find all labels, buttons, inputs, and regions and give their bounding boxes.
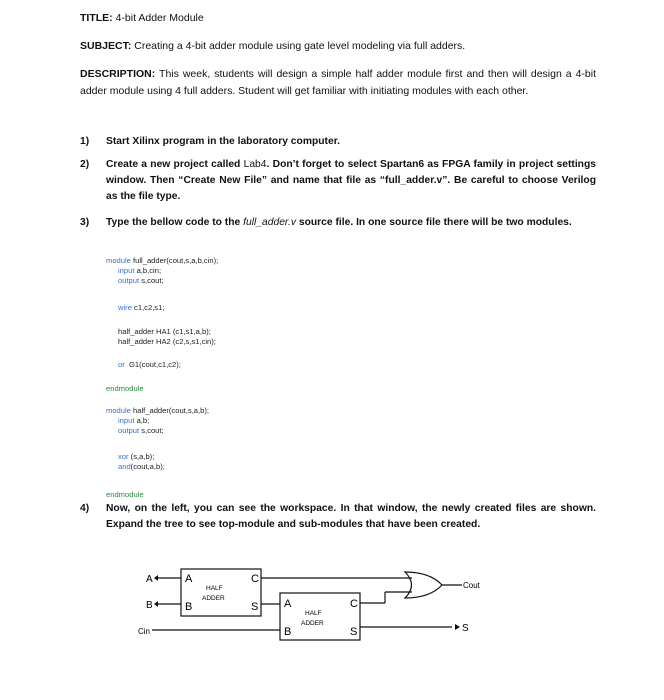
code-text: a,b; — [134, 416, 150, 425]
code-text: s,cout; — [139, 426, 164, 435]
code-text: full_adder(cout,s,a,b,cin); — [130, 256, 219, 265]
ha2-s-label: S — [350, 626, 358, 638]
code-keyword: wire — [118, 303, 132, 312]
title-label: TITLE: — [80, 12, 113, 24]
code-keyword: output — [118, 426, 140, 435]
code-keyword: output — [118, 276, 140, 285]
step-2-project-name: Lab4 — [243, 159, 267, 170]
code-text: s,cout; — [139, 276, 164, 285]
ha1-title-2: ADDER — [202, 595, 225, 602]
code-text: half_adder HA1 (c1,s1,a,b); — [118, 327, 211, 336]
step-1-number: 1) — [80, 136, 90, 147]
step-2-number: 2) — [80, 159, 90, 170]
step-3-text-a: Type the bellow code to the — [106, 217, 244, 228]
step-3-number: 3) — [80, 217, 90, 228]
arrow-b — [154, 601, 158, 607]
description-value: This week, students will design a simple half adder module first and then will design a 4-bit adder module using 4 full adders. Student will get familiar with initiating modules with each other. — [80, 68, 596, 97]
ha1-b-label: B — [185, 601, 193, 613]
ha2-title-2: ADDER — [301, 620, 324, 627]
code-text: half_adder(cout,s,a,b); — [130, 406, 209, 415]
arrow-a — [154, 575, 158, 581]
ha2-c-label: C — [350, 598, 358, 610]
description-label: DESCRIPTION: — [80, 68, 156, 80]
title-value: 4-bit Adder Module — [115, 12, 204, 24]
ha2-a-label: A — [284, 598, 292, 610]
half-adder-1-box — [181, 569, 261, 616]
step-3-filename: full_adder.v — [243, 217, 296, 228]
output-cout-label: Cout — [463, 581, 480, 590]
arrow-s — [455, 624, 460, 630]
input-b-label: B — [146, 600, 153, 611]
step-2-text-c: . Don’t forget to select Spartan6 as FPGA family in project settings window. Then “Create New File” and name that file as “full_adder.v”. Be careful to choose Verilog as the file type. — [106, 159, 596, 202]
step-3-text-c: source file. In one source file there will be two modules. — [295, 217, 572, 228]
step-4-number: 4) — [80, 503, 90, 514]
ha1-a-label: A — [185, 573, 193, 585]
code-keyword: input — [118, 266, 135, 275]
code-endmodule: endmodule — [106, 490, 144, 499]
input-cin-label: Cin — [138, 627, 151, 636]
step-2-text-a: Create a new project called — [106, 159, 244, 170]
or-gate — [405, 572, 442, 598]
code-text: a,b,cin; — [134, 266, 162, 275]
step-4-text: Now, on the left, you can see the workspace. In that window, the newly created files are shown. Expand the tree to see top-module and sub-modules that have been created. — [106, 503, 596, 530]
code-keyword: xor — [118, 452, 129, 461]
code-text: (cout,a,b); — [130, 462, 165, 471]
code-keyword: and — [118, 462, 131, 471]
code-text: half_adder HA2 (c2,s,s1,cin); — [118, 337, 216, 346]
ha1-c-label: C — [251, 573, 259, 585]
code-endmodule: endmodule — [106, 384, 144, 393]
ha2-title-1: HALF — [305, 610, 322, 617]
ha1-s-label: S — [251, 601, 259, 613]
subject-label: SUBJECT: — [80, 40, 132, 52]
code-text: (s,a,b); — [128, 452, 155, 461]
code-keyword: module — [106, 256, 131, 265]
ha1-title-1: HALF — [206, 585, 223, 592]
code-keyword: input — [118, 416, 135, 425]
code-text: G1(cout,c1,c2); — [124, 360, 181, 369]
ha2-b-label: B — [284, 626, 292, 638]
code-text: c1,c2,s1; — [131, 303, 165, 312]
code-keyword: or — [118, 360, 125, 369]
subject-value: Creating a 4-bit adder module using gate level modeling via full adders. — [134, 40, 466, 52]
output-s-label: S — [462, 623, 469, 634]
input-a-label: A — [146, 574, 153, 585]
code-keyword: module — [106, 406, 131, 415]
step-1-text: Start Xilinx program in the laboratory computer. — [106, 136, 341, 147]
